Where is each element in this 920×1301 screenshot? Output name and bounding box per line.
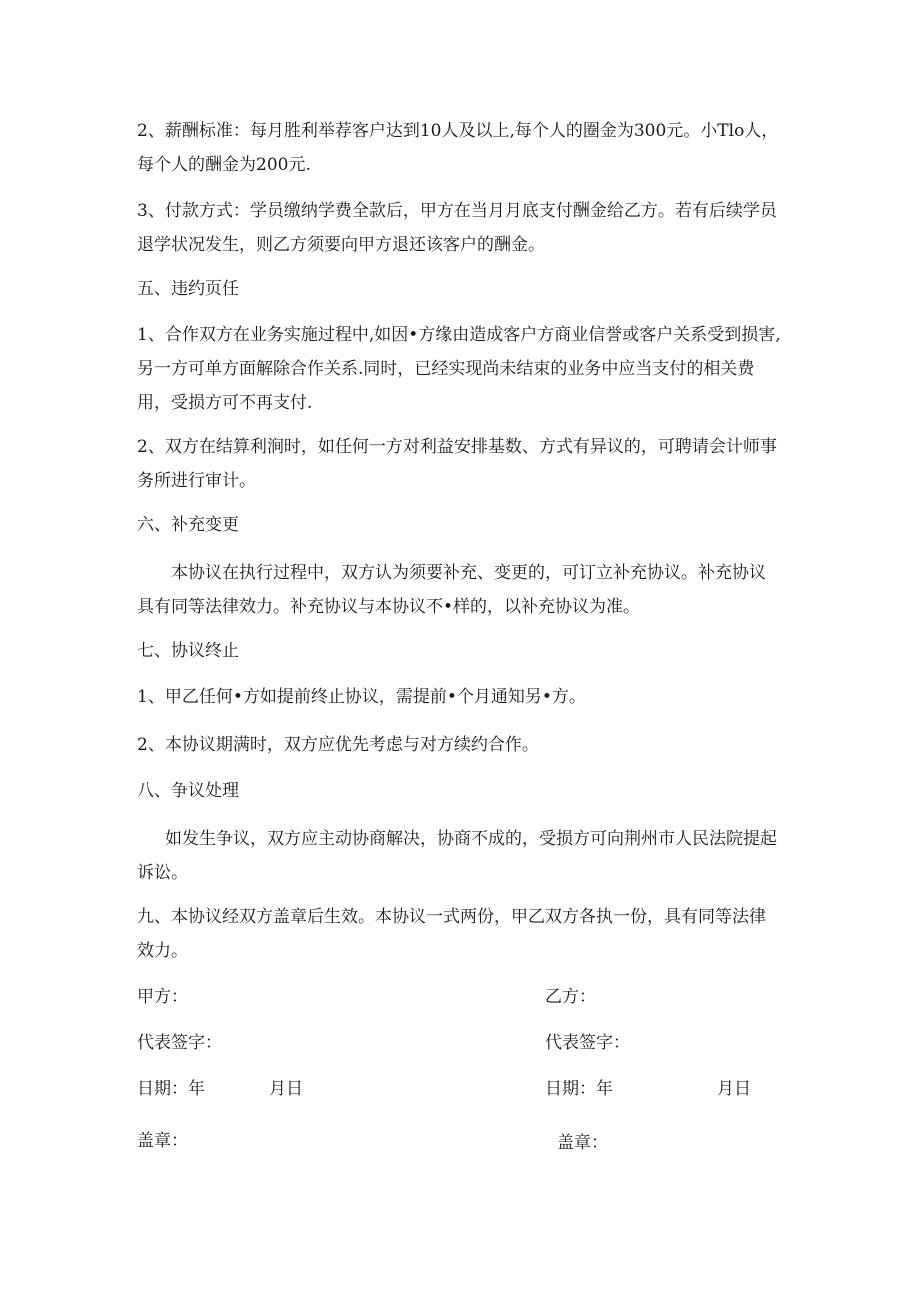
party-b-label: 乙方： xyxy=(545,987,596,1007)
party-b-rep-signature: 代表签字： xyxy=(545,1033,630,1053)
clause-5-1: 1、合作双方在业务实施过程中,如因•方缘由造成客户方商业信誉或客户关系受到损害,另一方可单方面解除合作关系.同时，已经实现尚未结束的业务中应当支付的相关费用，受损方可不再支付. xyxy=(137,325,781,413)
clause-7-1: 1、甲乙任何•方如提前终止协议，需提前•个月通知另•方。 xyxy=(137,687,586,707)
party-b-date-monthday: 月日 xyxy=(717,1079,751,1099)
clause-4-2: 2、薪酬标准：每月胜利举荐客户达到10人及以上,每个人的圈金为300元。小Tlo人，每个人的酬金为200元. xyxy=(137,121,779,175)
section-6-title: 六、补充变更 xyxy=(137,515,239,535)
party-a-date-year: 日期：年 xyxy=(137,1079,205,1099)
clause-8-body: 如发生争议，双方应主动协商解决，协商不成的，受损方可向荆州市人民法院提起诉讼。 xyxy=(137,829,777,883)
clause-5-2: 2、双方在结算利涧时，如任何一方对利益安排基数、方式有异议的，可聘请会计师事务所进行审计。 xyxy=(137,437,777,491)
party-a-rep-signature: 代表签字： xyxy=(137,1033,222,1053)
clause-4-3: 3、付款方式：学员缴纳学费全款后，甲方在当月月底支付酬金给乙方。若有后续学员退学状况发生，则乙方须要向甲方退还该客户的酬金。 xyxy=(137,201,777,255)
party-a-label: 甲方： xyxy=(137,987,188,1007)
party-b-seal: 盖章： xyxy=(557,1133,608,1153)
clause-6-body: 本协议在执行过程中，双方认为须要补充、变更的，可订立补充协议。补充协议具有同等法律效力。补充协议与本协议不•样的，以补充协议为准。 xyxy=(137,563,766,617)
clause-9: 九、本协议经双方盖章后生效。本协议一式两份，甲乙双方各执一份，具有同等法律效力。 xyxy=(137,907,766,961)
party-a-date-monthday: 月日 xyxy=(269,1079,303,1099)
party-a-seal: 盖章： xyxy=(137,1131,188,1151)
section-8-title: 八、争议处理 xyxy=(137,781,239,801)
section-5-title: 五、违约页任 xyxy=(137,279,239,299)
section-7-title: 七、协议终止 xyxy=(137,641,239,661)
clause-7-2: 2、本协议期满时，双方应优先考虑与对方续约合作。 xyxy=(137,735,539,755)
party-b-date-year: 日期：年 xyxy=(545,1079,613,1099)
